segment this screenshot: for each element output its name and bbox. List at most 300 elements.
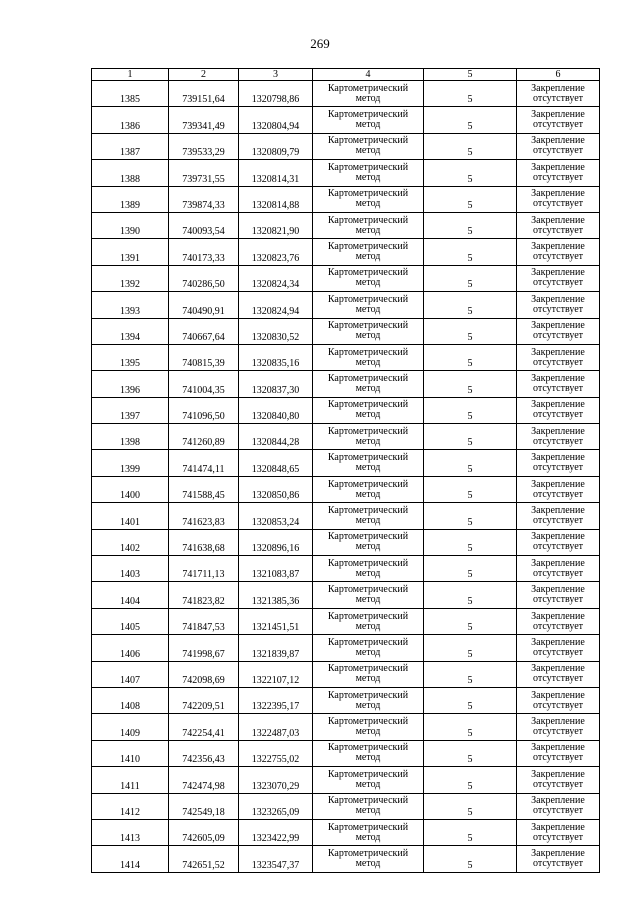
method-cell-line-2: метод — [355, 409, 381, 421]
point-number-cell: 1393 — [92, 292, 169, 318]
point-number-cell: 1398 — [92, 424, 169, 450]
method-cell-line-2: метод — [355, 92, 381, 104]
fixing-cell — [517, 819, 600, 845]
method-cell — [313, 582, 424, 608]
method-cell-line-2: метод — [355, 752, 381, 764]
method-cell — [313, 292, 424, 318]
method-cell-line-1: Картометрический — [327, 557, 409, 569]
fixing-cell-line-2: отсутствует — [532, 382, 584, 394]
accuracy-cell: 5 — [424, 292, 517, 318]
method-cell — [313, 450, 424, 476]
table-row — [92, 318, 600, 344]
method-cell-line-2: метод — [355, 224, 381, 236]
method-cell-line-2: метод — [355, 303, 381, 315]
method-cell-line-2: метод — [355, 699, 381, 711]
fixing-cell-line-1: Закрепление — [531, 795, 585, 807]
fixing-cell — [517, 661, 600, 687]
y-coordinate-cell: 1323070,29 — [239, 767, 313, 793]
x-coordinate-cell: 741711,13 — [169, 556, 239, 582]
fixing-cell-line-2: отсутствует — [532, 805, 584, 817]
fixing-cell-line-1: Закрепление — [531, 557, 585, 569]
fixing-cell-line-2: отсутствует — [532, 488, 584, 500]
method-cell-line-1: Картометрический — [327, 161, 409, 173]
table-row — [92, 503, 600, 529]
method-cell — [313, 661, 424, 687]
point-number-cell: 1410 — [92, 740, 169, 766]
fixing-cell-line-2: отсутствует — [532, 699, 584, 711]
method-cell-line-1: Картометрический — [327, 531, 409, 543]
accuracy-cell: 5 — [424, 793, 517, 819]
x-coordinate-cell: 740173,33 — [169, 239, 239, 265]
point-number-cell: 1401 — [92, 503, 169, 529]
fixing-cell-line-1: Закрепление — [531, 346, 585, 358]
y-coordinate-cell: 1322755,02 — [239, 740, 313, 766]
x-coordinate-cell: 741588,45 — [169, 476, 239, 502]
fixing-cell-line-2: отсутствует — [532, 224, 584, 236]
table-row — [92, 714, 600, 740]
point-number-cell: 1404 — [92, 582, 169, 608]
method-cell-line-1: Картометрический — [327, 795, 409, 807]
point-number-cell: 1391 — [92, 239, 169, 265]
point-number-cell: 1392 — [92, 265, 169, 291]
point-number-cell: 1402 — [92, 529, 169, 555]
fixing-cell-line-2: отсутствует — [532, 303, 584, 315]
y-coordinate-cell: 1320821,90 — [239, 212, 313, 238]
point-number-cell: 1396 — [92, 371, 169, 397]
method-cell-line-2: метод — [355, 778, 381, 790]
table-row — [92, 344, 600, 370]
method-cell-line-1: Картометрический — [327, 610, 409, 622]
table-row — [92, 265, 600, 291]
method-cell — [313, 265, 424, 291]
method-cell-line-2: метод — [355, 805, 381, 817]
x-coordinate-cell: 741823,82 — [169, 582, 239, 608]
table-row — [92, 371, 600, 397]
point-number-cell: 1400 — [92, 476, 169, 502]
table-row — [92, 582, 600, 608]
table-row — [92, 608, 600, 634]
method-cell — [313, 239, 424, 265]
y-coordinate-cell: 1320850,86 — [239, 476, 313, 502]
fixing-cell-line-1: Закрепление — [531, 214, 585, 226]
method-cell — [313, 81, 424, 107]
method-cell-line-2: метод — [355, 435, 381, 447]
method-cell-line-1: Картометрический — [327, 135, 409, 147]
header-col-3: 3 — [239, 69, 313, 81]
method-cell-line-2: метод — [355, 171, 381, 183]
table-header-row — [92, 69, 600, 81]
x-coordinate-cell: 742356,43 — [169, 740, 239, 766]
method-cell-line-1: Картометрический — [327, 452, 409, 464]
fixing-cell-line-1: Закрепление — [531, 320, 585, 332]
fixing-cell-line-2: отсутствует — [532, 462, 584, 474]
method-cell-line-1: Картометрический — [327, 663, 409, 675]
y-coordinate-cell: 1320835,16 — [239, 344, 313, 370]
x-coordinate-cell: 742651,52 — [169, 846, 239, 872]
fixing-cell-line-2: отсутствует — [532, 620, 584, 632]
x-coordinate-cell: 739341,49 — [169, 107, 239, 133]
fixing-cell-line-1: Закрепление — [531, 663, 585, 675]
x-coordinate-cell: 741474,11 — [169, 450, 239, 476]
x-coordinate-cell: 739731,55 — [169, 160, 239, 186]
accuracy-cell: 5 — [424, 186, 517, 212]
x-coordinate-cell: 742549,18 — [169, 793, 239, 819]
method-cell — [313, 740, 424, 766]
x-coordinate-cell: 742474,98 — [169, 767, 239, 793]
fixing-cell — [517, 793, 600, 819]
fixing-cell — [517, 424, 600, 450]
y-coordinate-cell: 1320804,94 — [239, 107, 313, 133]
fixing-cell — [517, 687, 600, 713]
fixing-cell-line-2: отсутствует — [532, 119, 584, 131]
fixing-cell-line-1: Закрепление — [531, 82, 585, 94]
method-cell — [313, 608, 424, 634]
y-coordinate-cell: 1320814,31 — [239, 160, 313, 186]
x-coordinate-cell: 739874,33 — [169, 186, 239, 212]
fixing-cell-line-1: Закрепление — [531, 478, 585, 490]
fixing-cell-line-2: отсутствует — [532, 514, 584, 526]
fixing-cell-line-2: отсутствует — [532, 409, 584, 421]
x-coordinate-cell: 741004,35 — [169, 371, 239, 397]
accuracy-cell: 5 — [424, 529, 517, 555]
fixing-cell — [517, 450, 600, 476]
accuracy-cell: 5 — [424, 133, 517, 159]
fixing-cell — [517, 186, 600, 212]
point-number-cell: 1406 — [92, 635, 169, 661]
fixing-cell-line-2: отсутствует — [532, 831, 584, 843]
point-number-cell: 1411 — [92, 767, 169, 793]
accuracy-cell: 5 — [424, 81, 517, 107]
method-cell-line-1: Картометрический — [327, 584, 409, 596]
table-row — [92, 819, 600, 845]
header-col-1: 1 — [92, 69, 169, 81]
method-cell-line-2: метод — [355, 541, 381, 553]
accuracy-cell: 5 — [424, 635, 517, 661]
y-coordinate-cell: 1321083,87 — [239, 556, 313, 582]
method-cell — [313, 371, 424, 397]
y-coordinate-cell: 1320896,16 — [239, 529, 313, 555]
method-cell-line-2: метод — [355, 462, 381, 474]
method-cell — [313, 846, 424, 872]
fixing-cell-line-2: отсутствует — [532, 858, 584, 870]
table-row — [92, 133, 600, 159]
table-row — [92, 476, 600, 502]
fixing-cell-line-2: отсутствует — [532, 541, 584, 553]
x-coordinate-cell: 741260,89 — [169, 424, 239, 450]
method-cell — [313, 635, 424, 661]
method-cell — [313, 819, 424, 845]
table-row — [92, 793, 600, 819]
fixing-cell-line-1: Закрепление — [531, 293, 585, 305]
table-row — [92, 661, 600, 687]
method-cell-line-1: Картометрический — [327, 848, 409, 860]
fixing-cell-line-1: Закрепление — [531, 504, 585, 516]
point-number-cell: 1388 — [92, 160, 169, 186]
accuracy-cell: 5 — [424, 344, 517, 370]
point-number-cell: 1387 — [92, 133, 169, 159]
fixing-cell — [517, 767, 600, 793]
point-number-cell: 1409 — [92, 714, 169, 740]
method-cell-line-2: метод — [355, 488, 381, 500]
fixing-cell — [517, 476, 600, 502]
fixing-cell — [517, 318, 600, 344]
fixing-cell-line-2: отсутствует — [532, 646, 584, 658]
method-cell-line-2: метод — [355, 330, 381, 342]
fixing-cell-line-1: Закрепление — [531, 109, 585, 121]
table-row — [92, 556, 600, 582]
point-number-cell: 1403 — [92, 556, 169, 582]
method-cell — [313, 160, 424, 186]
method-cell-line-2: метод — [355, 356, 381, 368]
method-cell-line-1: Картометрический — [327, 504, 409, 516]
fixing-cell-line-1: Закрепление — [531, 768, 585, 780]
fixing-cell-line-2: отсутствует — [532, 198, 584, 210]
method-cell-line-2: метод — [355, 831, 381, 843]
y-coordinate-cell: 1320840,80 — [239, 397, 313, 423]
fixing-cell — [517, 292, 600, 318]
fixing-cell-line-1: Закрепление — [531, 452, 585, 464]
y-coordinate-cell: 1320814,88 — [239, 186, 313, 212]
method-cell — [313, 793, 424, 819]
point-number-cell: 1407 — [92, 661, 169, 687]
method-cell — [313, 344, 424, 370]
accuracy-cell: 5 — [424, 424, 517, 450]
fixing-cell-line-2: отсутствует — [532, 726, 584, 738]
accuracy-cell: 5 — [424, 371, 517, 397]
table-row — [92, 635, 600, 661]
fixing-cell-line-2: отсутствует — [532, 330, 584, 342]
y-coordinate-cell: 1320824,34 — [239, 265, 313, 291]
method-cell — [313, 318, 424, 344]
table-row — [92, 239, 600, 265]
x-coordinate-cell: 740667,64 — [169, 318, 239, 344]
fixing-cell-line-1: Закрепление — [531, 188, 585, 200]
fixing-cell — [517, 397, 600, 423]
accuracy-cell: 5 — [424, 582, 517, 608]
accuracy-cell: 5 — [424, 819, 517, 845]
point-number-cell: 1385 — [92, 81, 169, 107]
fixing-cell — [517, 608, 600, 634]
method-cell-line-2: метод — [355, 858, 381, 870]
header-col-5: 5 — [424, 69, 517, 81]
accuracy-cell: 5 — [424, 265, 517, 291]
fixing-cell-line-2: отсутствует — [532, 251, 584, 263]
method-cell — [313, 687, 424, 713]
method-cell-line-1: Картометрический — [327, 478, 409, 490]
method-cell — [313, 529, 424, 555]
accuracy-cell: 5 — [424, 212, 517, 238]
page-number: 269 — [310, 36, 330, 51]
method-cell-line-1: Картометрический — [327, 768, 409, 780]
fixing-cell-line-1: Закрепление — [531, 821, 585, 833]
method-cell-line-1: Картометрический — [327, 109, 409, 121]
method-cell-line-1: Картометрический — [327, 821, 409, 833]
table-body — [92, 81, 600, 873]
method-cell — [313, 133, 424, 159]
y-coordinate-cell: 1320830,52 — [239, 318, 313, 344]
fixing-cell-line-1: Закрепление — [531, 531, 585, 543]
y-coordinate-cell: 1321385,36 — [239, 582, 313, 608]
fixing-cell-line-1: Закрепление — [531, 636, 585, 648]
y-coordinate-cell: 1320844,28 — [239, 424, 313, 450]
y-coordinate-cell: 1322487,03 — [239, 714, 313, 740]
fixing-cell — [517, 529, 600, 555]
fixing-cell-line-2: отсутствует — [532, 673, 584, 685]
table-row — [92, 687, 600, 713]
x-coordinate-cell: 741847,53 — [169, 608, 239, 634]
method-cell-line-1: Картометрический — [327, 82, 409, 94]
method-cell-line-2: метод — [355, 145, 381, 157]
point-number-cell: 1405 — [92, 608, 169, 634]
header-col-6: 6 — [517, 69, 600, 81]
method-cell-line-1: Картометрический — [327, 399, 409, 411]
fixing-cell-line-2: отсутствует — [532, 752, 584, 764]
fixing-cell-line-2: отсутствует — [532, 92, 584, 104]
fixing-cell-line-2: отсутствует — [532, 435, 584, 447]
y-coordinate-cell: 1321839,87 — [239, 635, 313, 661]
y-coordinate-cell: 1322395,17 — [239, 687, 313, 713]
fixing-cell — [517, 239, 600, 265]
y-coordinate-cell: 1320809,79 — [239, 133, 313, 159]
fixing-cell — [517, 740, 600, 766]
y-coordinate-cell: 1320823,76 — [239, 239, 313, 265]
x-coordinate-cell: 740286,50 — [169, 265, 239, 291]
fixing-cell — [517, 265, 600, 291]
fixing-cell — [517, 635, 600, 661]
method-cell-line-2: метод — [355, 514, 381, 526]
method-cell-line-2: метод — [355, 673, 381, 685]
accuracy-cell: 5 — [424, 318, 517, 344]
method-cell-line-1: Картометрический — [327, 372, 409, 384]
fixing-cell — [517, 107, 600, 133]
method-cell — [313, 714, 424, 740]
accuracy-cell: 5 — [424, 160, 517, 186]
fixing-cell — [517, 503, 600, 529]
fixing-cell — [517, 212, 600, 238]
point-number-cell: 1395 — [92, 344, 169, 370]
fixing-cell-line-1: Закрепление — [531, 161, 585, 173]
method-cell-line-2: метод — [355, 119, 381, 131]
x-coordinate-cell: 742098,69 — [169, 661, 239, 687]
x-coordinate-cell: 739151,64 — [169, 81, 239, 107]
point-number-cell: 1408 — [92, 687, 169, 713]
fixing-cell-line-2: отсутствует — [532, 277, 584, 289]
table-row — [92, 292, 600, 318]
method-cell — [313, 397, 424, 423]
fixing-cell — [517, 133, 600, 159]
method-cell-line-2: метод — [355, 251, 381, 263]
method-cell-line-1: Картометрический — [327, 425, 409, 437]
method-cell-line-1: Картометрический — [327, 267, 409, 279]
point-number-cell: 1386 — [92, 107, 169, 133]
point-number-cell: 1394 — [92, 318, 169, 344]
fixing-cell-line-1: Закрепление — [531, 848, 585, 860]
method-cell-line-1: Картометрический — [327, 293, 409, 305]
point-number-cell: 1390 — [92, 212, 169, 238]
x-coordinate-cell: 740490,91 — [169, 292, 239, 318]
x-coordinate-cell: 742605,09 — [169, 819, 239, 845]
method-cell-line-1: Картометрический — [327, 188, 409, 200]
table-row — [92, 212, 600, 238]
y-coordinate-cell: 1320853,24 — [239, 503, 313, 529]
x-coordinate-cell: 741096,50 — [169, 397, 239, 423]
x-coordinate-cell: 742209,51 — [169, 687, 239, 713]
x-coordinate-cell: 741623,83 — [169, 503, 239, 529]
fixing-cell — [517, 846, 600, 872]
y-coordinate-cell: 1322107,12 — [239, 661, 313, 687]
method-cell — [313, 556, 424, 582]
method-cell — [313, 212, 424, 238]
fixing-cell-line-1: Закрепление — [531, 241, 585, 253]
accuracy-cell: 5 — [424, 846, 517, 872]
y-coordinate-cell: 1323547,37 — [239, 846, 313, 872]
method-cell-line-1: Картометрический — [327, 636, 409, 648]
accuracy-cell: 5 — [424, 397, 517, 423]
method-cell-line-1: Картометрический — [327, 241, 409, 253]
coordinates-table — [91, 68, 600, 873]
accuracy-cell: 5 — [424, 714, 517, 740]
method-cell — [313, 476, 424, 502]
table-row — [92, 81, 600, 107]
method-cell-line-1: Картометрический — [327, 742, 409, 754]
fixing-cell-line-1: Закрепление — [531, 372, 585, 384]
method-cell — [313, 767, 424, 793]
method-cell — [313, 107, 424, 133]
table-row — [92, 846, 600, 872]
method-cell-line-2: метод — [355, 726, 381, 738]
table-row — [92, 450, 600, 476]
fixing-cell-line-2: отсутствует — [532, 171, 584, 183]
method-cell-line-1: Картометрический — [327, 689, 409, 701]
method-cell-line-1: Картометрический — [327, 320, 409, 332]
fixing-cell-line-1: Закрепление — [531, 135, 585, 147]
fixing-cell-line-1: Закрепление — [531, 610, 585, 622]
method-cell-line-1: Картометрический — [327, 214, 409, 226]
accuracy-cell: 5 — [424, 476, 517, 502]
x-coordinate-cell: 739533,29 — [169, 133, 239, 159]
point-number-cell: 1399 — [92, 450, 169, 476]
point-number-cell: 1397 — [92, 397, 169, 423]
table-row — [92, 186, 600, 212]
fixing-cell-line-1: Закрепление — [531, 742, 585, 754]
y-coordinate-cell: 1320798,86 — [239, 81, 313, 107]
fixing-cell-line-2: отсутствует — [532, 567, 584, 579]
point-number-cell: 1412 — [92, 793, 169, 819]
method-cell-line-2: метод — [355, 198, 381, 210]
accuracy-cell: 5 — [424, 740, 517, 766]
x-coordinate-cell: 741998,67 — [169, 635, 239, 661]
accuracy-cell: 5 — [424, 450, 517, 476]
table-row — [92, 107, 600, 133]
x-coordinate-cell: 740093,54 — [169, 212, 239, 238]
table-row — [92, 767, 600, 793]
accuracy-cell: 5 — [424, 107, 517, 133]
y-coordinate-cell: 1321451,51 — [239, 608, 313, 634]
method-cell-line-2: метод — [355, 620, 381, 632]
accuracy-cell: 5 — [424, 239, 517, 265]
table-row — [92, 397, 600, 423]
accuracy-cell: 5 — [424, 556, 517, 582]
point-number-cell: 1413 — [92, 819, 169, 845]
fixing-cell-line-1: Закрепление — [531, 689, 585, 701]
method-cell-line-2: метод — [355, 277, 381, 289]
fixing-cell — [517, 556, 600, 582]
accuracy-cell: 5 — [424, 661, 517, 687]
fixing-cell-line-2: отсутствует — [532, 594, 584, 606]
table-row — [92, 740, 600, 766]
method-cell-line-1: Картометрический — [327, 346, 409, 358]
y-coordinate-cell: 1320848,65 — [239, 450, 313, 476]
